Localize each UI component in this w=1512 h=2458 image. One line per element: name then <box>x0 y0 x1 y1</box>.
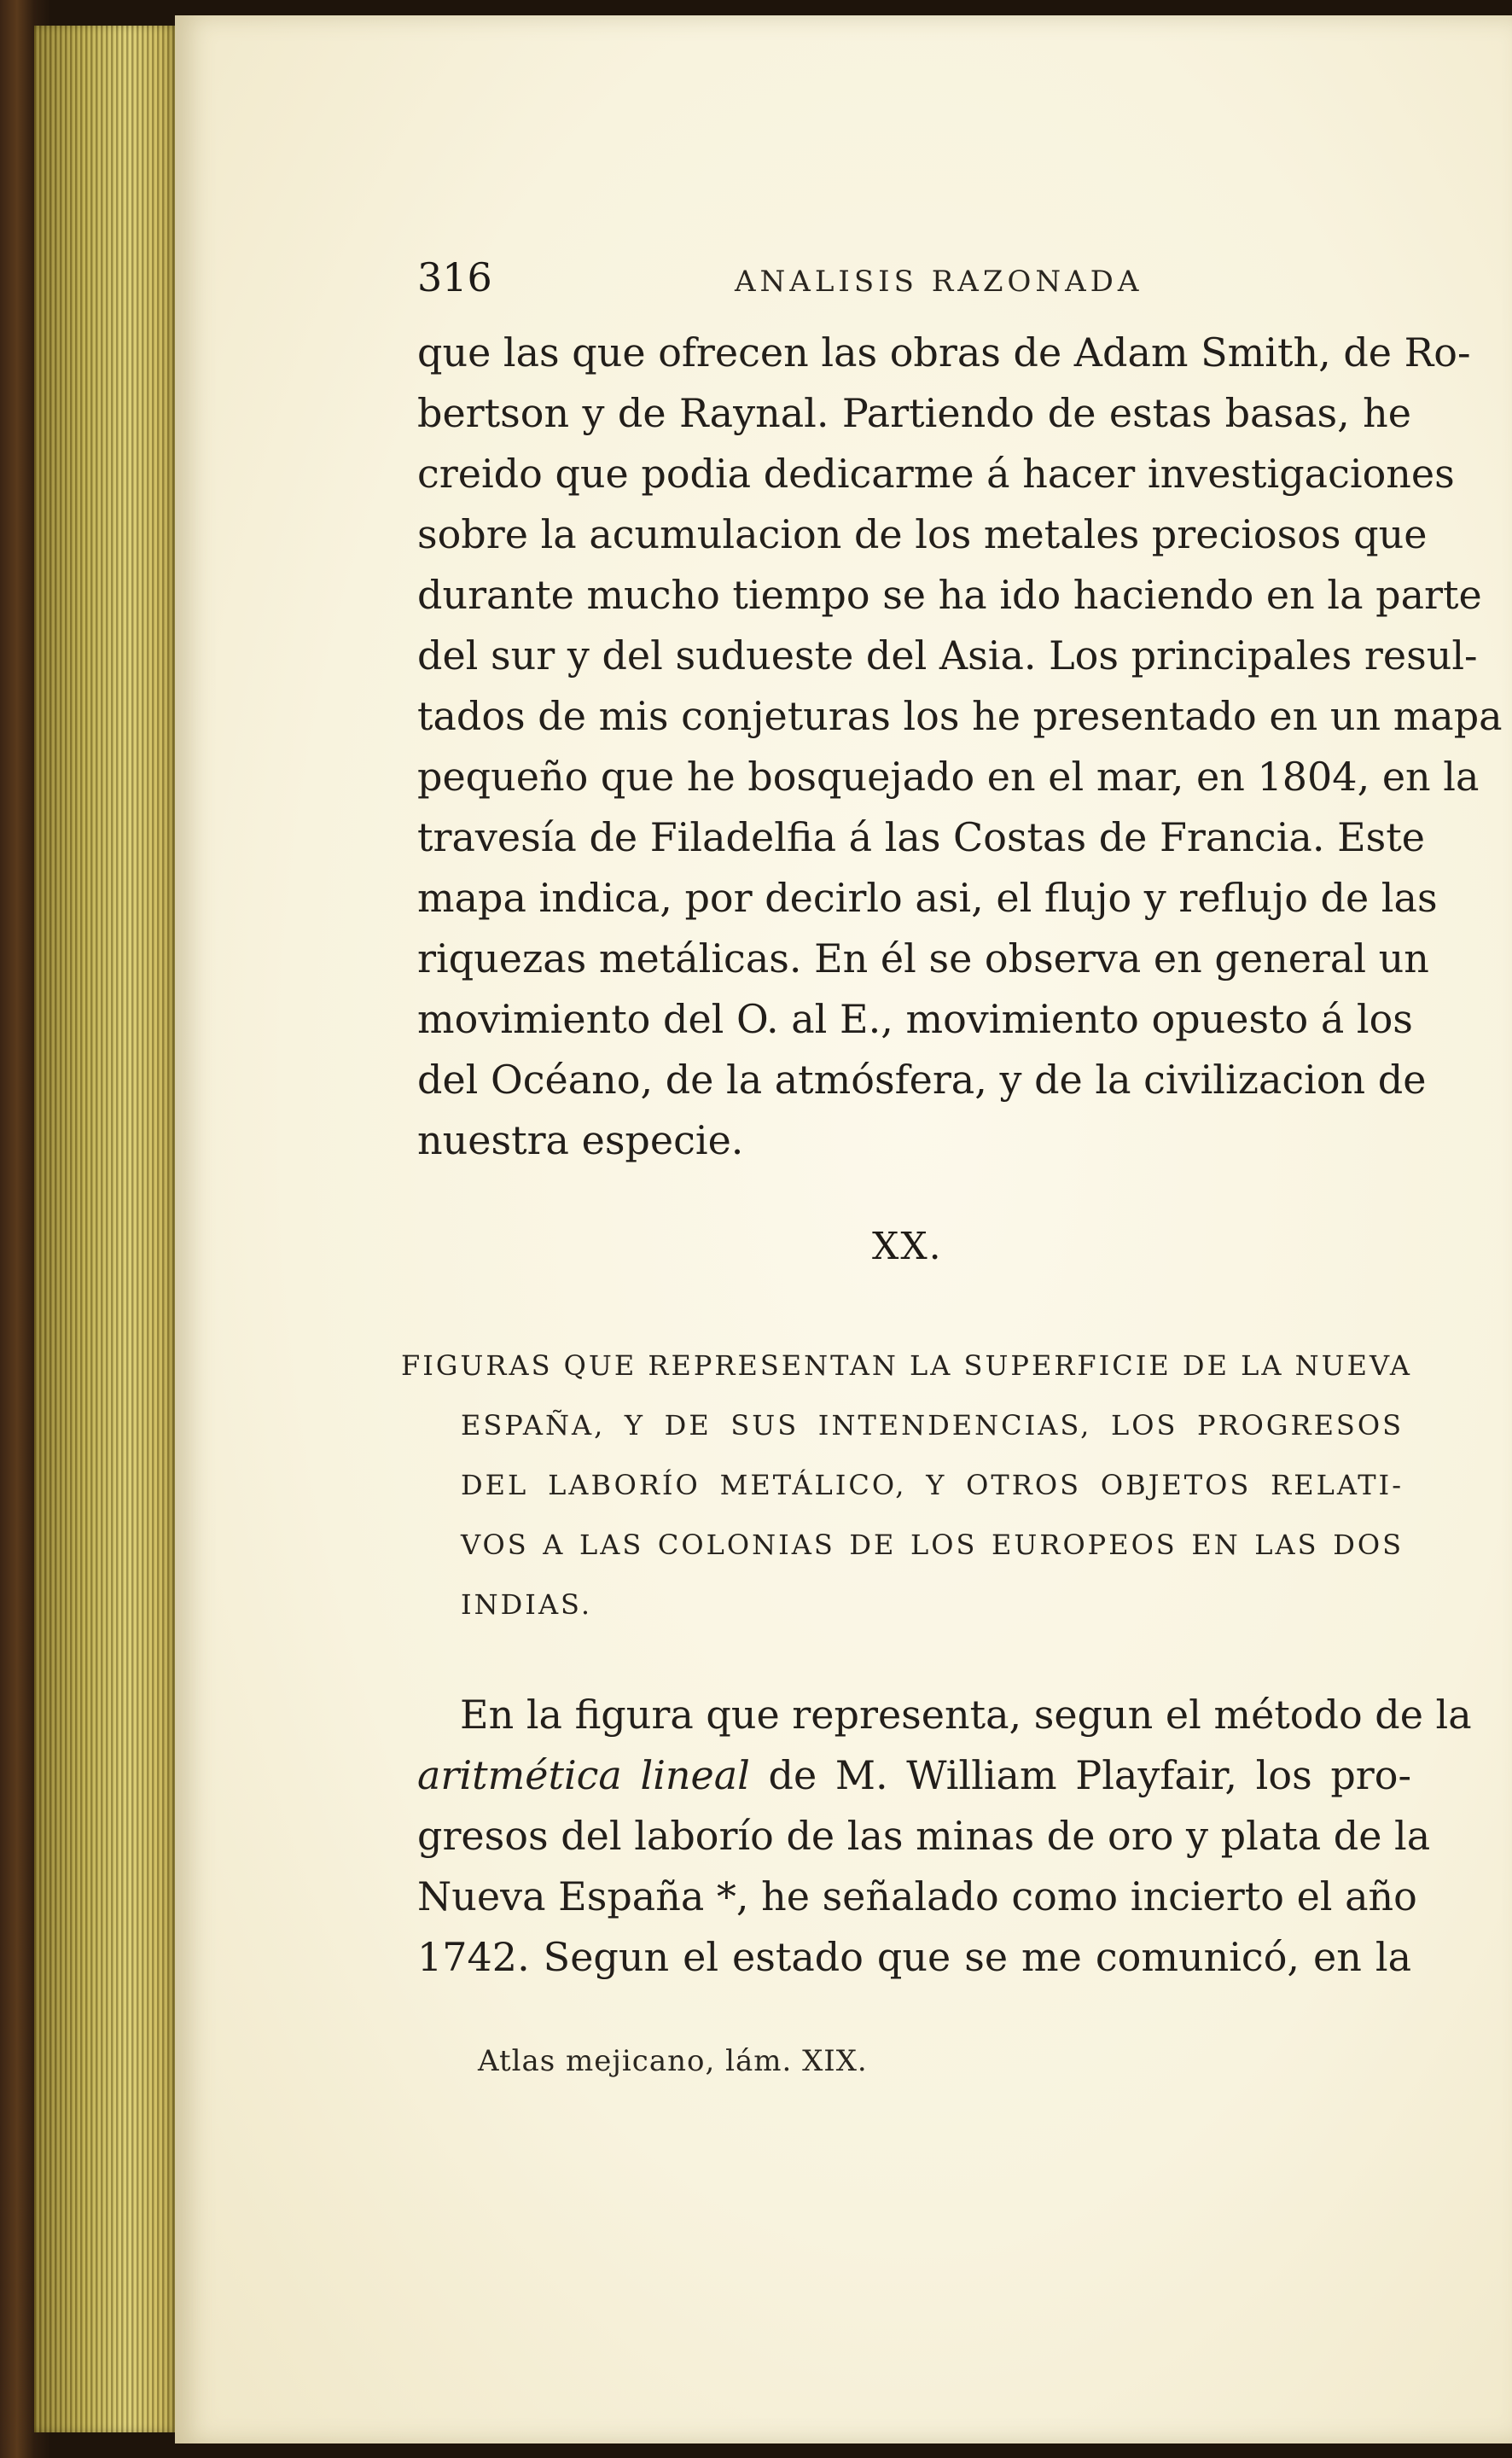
text-line: travesía de Filadelfia á las Costas de Francia. Este <box>417 814 1425 860</box>
text-line: del sur y del sudueste del Asia. Los principales resul- <box>417 632 1478 679</box>
running-title: ANALISIS RAZONADA <box>735 265 1143 299</box>
page-number: 316 <box>417 254 492 300</box>
heading-line: INDIAS. <box>461 1588 592 1621</box>
text-line: que las que ofrecen las obras de Adam Smith, de Ro- <box>417 329 1471 376</box>
section-heading <box>401 1336 1412 1634</box>
heading-line: DEL LABORÍO METÁLICO, Y OTROS OBJETOS RELATI- <box>461 1469 1404 1501</box>
text-line: pequeño que he bosquejado en el mar, en 1804, en la <box>417 754 1480 800</box>
text-line: durante mucho tiempo se ha ido haciendo en la parte <box>417 572 1482 618</box>
page-edge-gilt <box>34 26 179 2432</box>
italic-phrase: aritmética lineal <box>417 1752 750 1798</box>
text-line: del Océano, de la atmósfera, y de la civilizacion de <box>417 1057 1427 1103</box>
text-line: Nueva España *, he señalado como incierto el año <box>417 1873 1417 1919</box>
text-line: mapa indica, por decirlo asi, el flujo y reflujo de las <box>417 875 1438 921</box>
section-number: XX. <box>872 1225 943 1268</box>
heading-line: FIGURAS QUE REPRESENTAN LA SUPERFICIE DE LA NUEVA <box>401 1349 1412 1382</box>
paragraph-2 <box>417 1685 1472 1988</box>
text-line: gresos del laborío de las minas de oro y plata de la <box>417 1813 1431 1859</box>
heading-line: VOS A LAS COLONIAS DE LOS EUROPEOS EN LAS DOS <box>461 1529 1404 1561</box>
text-line: nuestra especie. <box>417 1117 744 1163</box>
text-line: bertson y de Raynal. Partiendo de estas basas, he <box>417 390 1411 436</box>
text-line: riquezas metálicas. En él se observa en general un <box>417 935 1429 981</box>
footnote: Atlas mejicano, lám. XIX. <box>478 2044 868 2078</box>
text-fragment: de M. William Playfair, los pro- <box>749 1752 1412 1798</box>
text-line: En la figura que representa, segun el método de la <box>460 1692 1472 1738</box>
text-line: tados de mis conjeturas los he presentado en un mapa <box>417 693 1503 739</box>
text-line: creido que podia dedicarme á hacer investigaciones <box>417 451 1455 497</box>
text-line-mixed <box>417 1745 1411 1806</box>
text-line: 1742. Segun el estado que se me comunicó, en la <box>417 1934 1411 1980</box>
heading-line: ESPAÑA, Y DE SUS INTENDENCIAS, LOS PROGRESOS <box>461 1409 1404 1442</box>
text-line: movimiento del O. al E., movimiento opuesto á los <box>417 996 1413 1042</box>
page-header <box>417 254 1271 306</box>
paragraph-1 <box>417 323 1503 1171</box>
text-line: sobre la acumulacion de los metales preciosos que <box>417 511 1428 557</box>
